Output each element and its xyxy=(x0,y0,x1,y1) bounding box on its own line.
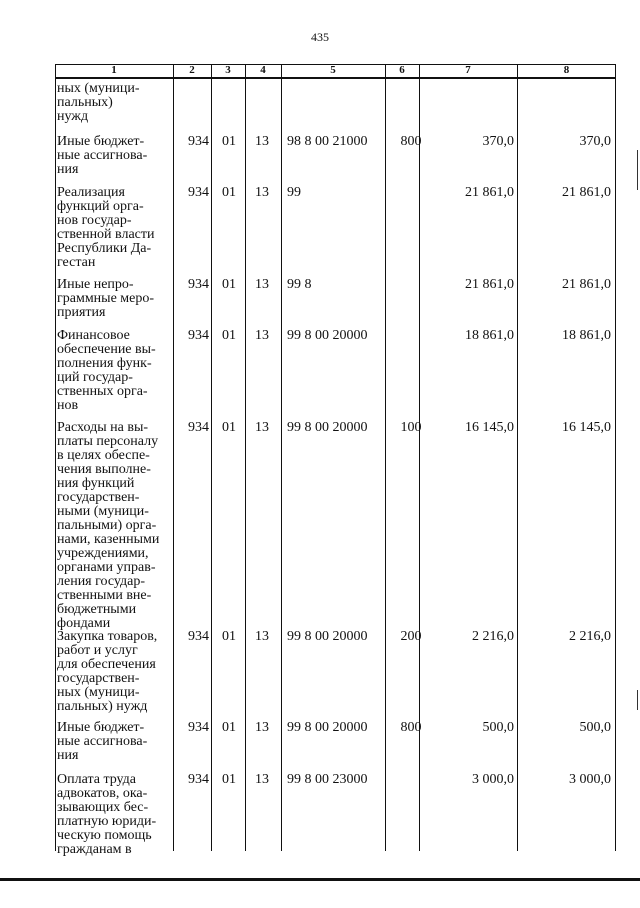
row-amount-2: 500,0 xyxy=(579,720,611,735)
row-section: 01 xyxy=(222,185,236,200)
row-amount-1: 500,0 xyxy=(482,720,514,735)
row-expense-type: 200 xyxy=(400,629,422,644)
row-code: 934 xyxy=(188,720,209,735)
row-amount-2: 370,0 xyxy=(579,134,611,149)
row-subsection: 13 xyxy=(255,185,269,200)
header-col-4: 4 xyxy=(260,64,266,76)
row-name: Иные бюджет- ные ассигнова- ния xyxy=(57,720,148,763)
row-subsection: 13 xyxy=(255,629,269,644)
header-col-6: 6 xyxy=(399,64,405,76)
row-name: Расходы на вы- платы персоналу в целях обеспе- чения выполне- ния функций государствен- ными (муници- пальными) орга- нами, казенными учреждениями, органами управ- ления государ- ственными вне- бюджетными фондами xyxy=(57,420,160,631)
row-name: Оплата труда адвокатов, ока- зывающих бес- платную юриди- ческую помощь гражданам в xyxy=(57,772,157,857)
column-divider xyxy=(211,65,212,851)
row-target: 99 8 00 20000 xyxy=(287,720,368,735)
row-name: Иные бюджет- ные ассигнова- ния xyxy=(57,134,148,177)
row-amount-2: 16 145,0 xyxy=(562,420,611,435)
row-amount-1: 3 000,0 xyxy=(472,772,514,787)
header-col-2: 2 xyxy=(189,64,195,76)
row-subsection: 13 xyxy=(255,720,269,735)
column-divider xyxy=(281,65,282,851)
row-target: 99 8 00 23000 xyxy=(287,772,368,787)
budget-table xyxy=(55,64,616,857)
row-name: ных (муници- пальных) нужд xyxy=(57,81,140,124)
page-number: 435 xyxy=(311,30,329,44)
header-col-7: 7 xyxy=(465,64,471,76)
row-code: 934 xyxy=(188,185,209,200)
table-header xyxy=(55,65,616,79)
row-section: 01 xyxy=(222,420,236,435)
row-name: Закупка товаров, работ и услуг для обеспечения государствен- ных (муници- пальных) нужд xyxy=(57,629,158,714)
row-subsection: 13 xyxy=(255,420,269,435)
row-amount-1: 2 216,0 xyxy=(472,629,514,644)
row-subsection: 13 xyxy=(255,328,269,343)
row-code: 934 xyxy=(188,328,209,343)
row-amount-1: 16 145,0 xyxy=(465,420,514,435)
row-amount-1: 21 861,0 xyxy=(465,185,514,200)
row-section: 01 xyxy=(222,629,236,644)
header-col-3: 3 xyxy=(225,64,231,76)
row-amount-1: 18 861,0 xyxy=(465,328,514,343)
row-section: 01 xyxy=(222,134,236,149)
row-amount-1: 370,0 xyxy=(482,134,514,149)
row-name: Иные непро- граммные меро- приятия xyxy=(57,277,155,320)
row-expense-type: 800 xyxy=(400,720,422,735)
row-code: 934 xyxy=(188,420,209,435)
row-name: Финансовое обеспечение вы- полнения функ- ций государ- ственных орга- нов xyxy=(57,328,156,413)
row-subsection: 13 xyxy=(255,134,269,149)
row-code: 934 xyxy=(188,277,209,292)
row-section: 01 xyxy=(222,720,236,735)
scan-bottom-border xyxy=(0,878,640,908)
row-amount-2: 21 861,0 xyxy=(562,185,611,200)
row-amount-2: 18 861,0 xyxy=(562,328,611,343)
row-section: 01 xyxy=(222,277,236,292)
row-subsection: 13 xyxy=(255,277,269,292)
row-expense-type: 100 xyxy=(400,420,422,435)
row-target: 99 xyxy=(287,185,301,200)
row-expense-type: 800 xyxy=(400,134,422,149)
scan-edge-mark xyxy=(637,150,638,190)
column-divider xyxy=(615,65,616,851)
row-name: Реализация функций орга- нов государ- ственной власти Республики Да- гестан xyxy=(57,185,155,270)
row-target: 99 8 00 20000 xyxy=(287,629,368,644)
row-code: 934 xyxy=(188,629,209,644)
row-target: 99 8 00 20000 xyxy=(287,420,368,435)
row-amount-2: 2 216,0 xyxy=(569,629,611,644)
row-target: 98 8 00 21000 xyxy=(287,134,368,149)
row-code: 934 xyxy=(188,772,209,787)
row-subsection: 13 xyxy=(255,772,269,787)
row-amount-2: 3 000,0 xyxy=(569,772,611,787)
row-target: 99 8 xyxy=(287,277,312,292)
row-section: 01 xyxy=(222,328,236,343)
scan-edge-mark xyxy=(637,690,638,710)
header-col-1: 1 xyxy=(111,64,117,76)
header-col-8: 8 xyxy=(563,64,570,76)
column-divider xyxy=(55,65,56,851)
row-amount-1: 21 861,0 xyxy=(465,277,514,292)
row-amount-2: 21 861,0 xyxy=(562,277,611,292)
row-code: 934 xyxy=(188,134,209,149)
row-section: 01 xyxy=(222,772,236,787)
row-target: 99 8 00 20000 xyxy=(287,328,368,343)
header-col-5: 5 xyxy=(330,64,336,76)
